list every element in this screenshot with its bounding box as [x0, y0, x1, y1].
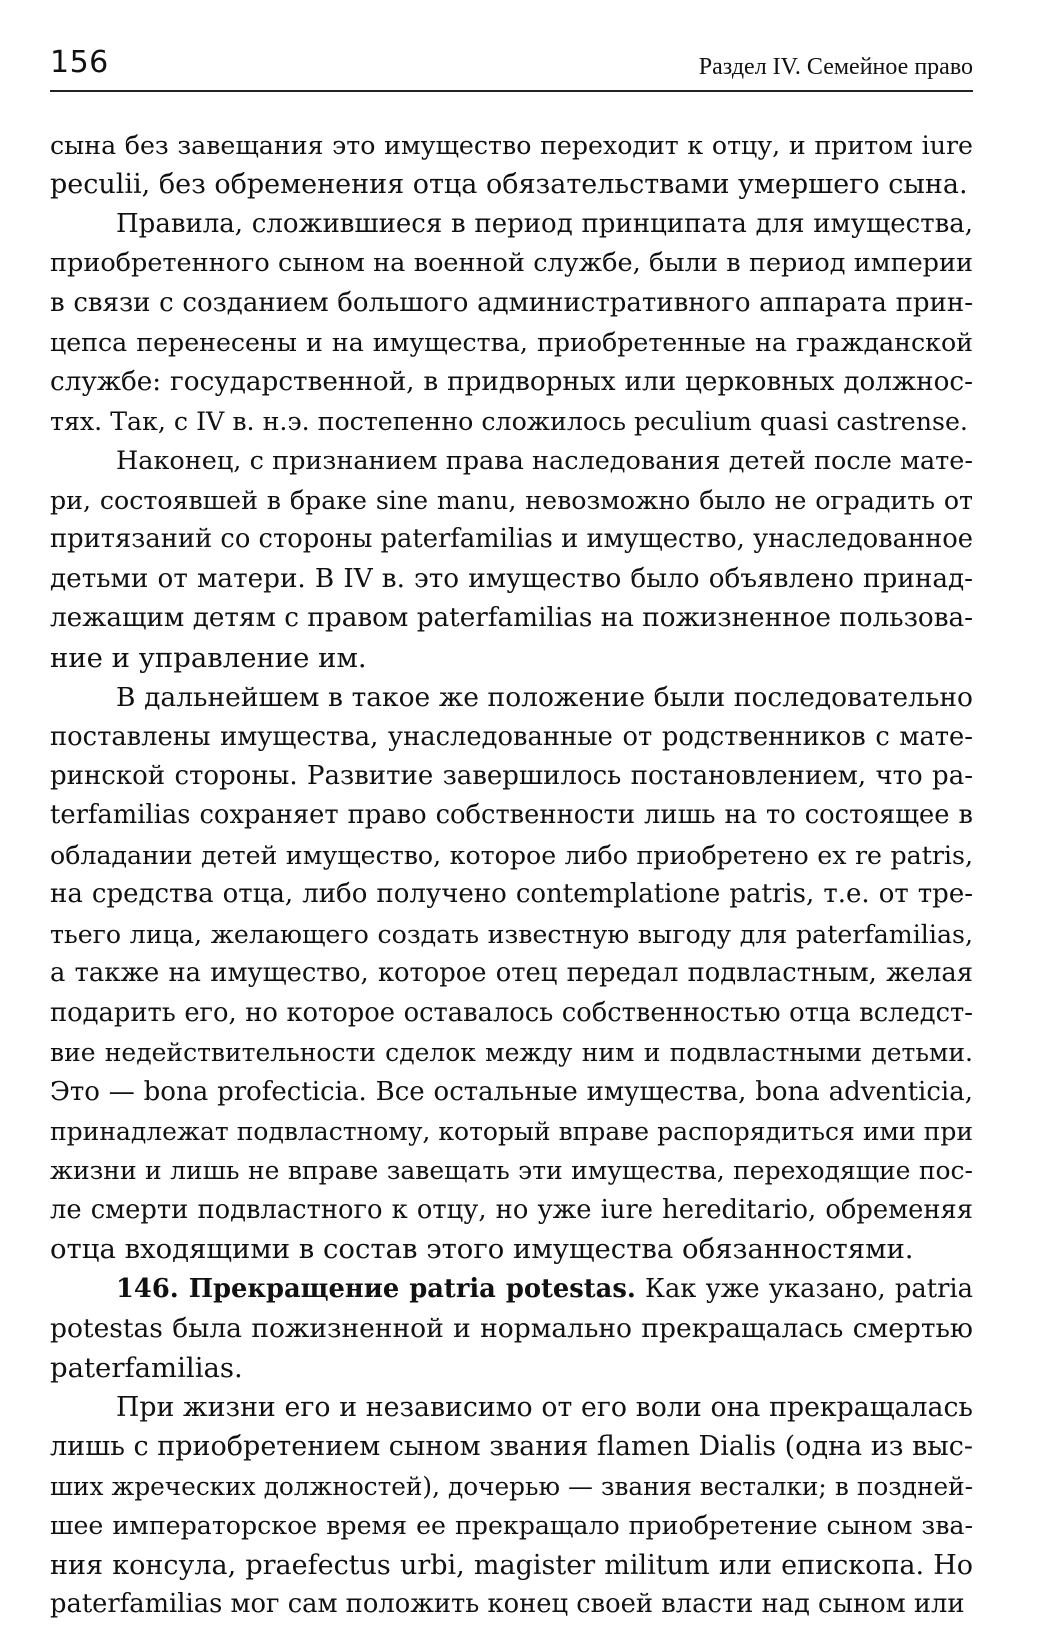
line-text: обладании детей имущество, которое либо приобретено ex re patris,: [50, 840, 973, 870]
text-line: [50, 165, 973, 204]
page-header: [50, 40, 973, 92]
text-line: [50, 1270, 973, 1309]
line-text: в связи с созданием большого административного аппарата прин-: [50, 287, 973, 318]
text-line: [50, 1112, 973, 1151]
text-line: [50, 718, 973, 757]
line-text: лишь с приобретением сыном звания flamen Dialis (одна из выс-: [50, 1431, 973, 1463]
line-text: Наконец, с признанием права наследования детей после мате-: [116, 445, 973, 476]
text-line: [50, 796, 973, 835]
line-text: paterfamilias.: [50, 1351, 243, 1384]
text-line: [50, 1191, 973, 1230]
line-text: на средства отца, либо получено contemplatione patris, т.е. от тре-: [50, 879, 973, 910]
text-line: [50, 836, 973, 875]
text-line: [50, 875, 973, 914]
text-line: [50, 599, 973, 638]
text-line: [50, 1585, 973, 1624]
section-heading: 146. Прекращение patria potestas.: [116, 1273, 636, 1304]
line-text: ние и управление им.: [50, 641, 367, 674]
page-number: 156: [50, 45, 109, 80]
text-line: [50, 757, 973, 796]
line-text: ринской стороны. Развитие завершилось постановлением, что pa-: [50, 761, 973, 791]
line-text: тьего лица, желающего создать известную выгоду для paterfamilias,: [50, 919, 973, 949]
text-line: [50, 1388, 973, 1427]
text-line: [50, 1151, 973, 1190]
line-text: ри, состоявшей в браке sine manu, невозможно было не оградить от: [50, 485, 973, 515]
running-head: Раздел IV. Семейное право: [698, 54, 973, 80]
line-text: жизни и лишь не вправе завещать эти имущества, переходящие пос-: [50, 1156, 973, 1186]
text-line: [50, 1506, 973, 1545]
text-line: [50, 205, 973, 244]
text-line: [50, 1467, 973, 1506]
text-line: [50, 363, 973, 402]
text-line: [50, 126, 973, 165]
text-line: [50, 1230, 973, 1269]
line-text: принадлежат подвластному, который вправе распорядиться ими при: [50, 1116, 973, 1146]
line-text: цепса перенесены и на имущества, приобретенные на гражданской: [50, 328, 973, 358]
text-line: [50, 639, 973, 678]
text-line: [50, 994, 973, 1033]
line-text: службе: государственной, в придворных или церковных должнос-: [50, 366, 973, 397]
line-text: лежащим детям с правом paterfamilias на пожизненное пользова-: [50, 603, 973, 634]
line-text: При жизни его и независимо от его воли она прекращалась: [116, 1392, 973, 1423]
text-line: [50, 1073, 973, 1112]
line-text: приобретенного сыном на военной службе, были в период империи: [50, 248, 973, 279]
text-line: [50, 1546, 973, 1585]
line-text: В дальнейшем в такое же положение были последовательно: [116, 682, 973, 714]
text-line: [50, 284, 973, 323]
line-text: отца входящими в состав этого имущества обязанностями.: [50, 1233, 914, 1266]
text-line: [50, 481, 973, 520]
line-text: шее императорское время ее прекращало приобретение сыном зва-: [50, 1511, 973, 1541]
text-line: [50, 520, 973, 559]
line-text: сына без завещания это имущество переходит к отцу, и притом iure: [50, 131, 973, 160]
text-line: [50, 1349, 973, 1388]
line-text: ших жреческих должностей), дочерью — звания весталки; в поздней-: [50, 1471, 973, 1501]
body-text: [50, 126, 973, 1625]
text-line: [50, 560, 973, 599]
text-line: [50, 1033, 973, 1072]
line-text: а также на имущество, которое отец передал подвластным, желая: [50, 958, 973, 989]
text-line: [50, 915, 973, 954]
line-text: притязаний со стороны paterfamilias и имущество, унаследованное: [50, 524, 973, 555]
line-text: ле смерти подвластного к отцу, но уже iure hereditario, обременяя: [50, 1194, 973, 1225]
line-text: подарить его, но которое оставалось собственностью отца вследст-: [50, 997, 973, 1028]
text-line: [50, 1427, 973, 1466]
text-line: [50, 954, 973, 993]
line-text: Как уже указано, patria: [635, 1273, 973, 1304]
text-line: [50, 678, 973, 717]
line-text: potestas была пожизненной и нормально прекращалась смертью: [50, 1313, 973, 1345]
text-line: [50, 323, 973, 362]
line-text: поставлены имущества, унаследованные от родственников с мате-: [50, 721, 973, 752]
line-text: Правила, сложившиеся в период принципата для имущества,: [116, 208, 973, 239]
text-line: [50, 1309, 973, 1348]
text-line: [50, 244, 973, 283]
line-text: peculii, без обременения отца обязательствами умершего сына.: [50, 169, 968, 201]
text-line: [50, 402, 973, 441]
line-text: детьми от матери. В IV в. это имущество было объявлено принад-: [50, 563, 973, 594]
line-text: вие недействительности сделок между ним и подвластными детьми.: [50, 1038, 973, 1068]
line-text: terfamilias сохраняет право собственности лишь на то состоящее в: [50, 800, 973, 831]
line-text: Это — bona profecticia. Все остальные имущества, bona adventicia,: [50, 1076, 973, 1107]
line-text: ния консула, praefectus urbi, magister militum или епископа. Но: [50, 1549, 973, 1581]
line-text: тях. Так, с IV в. н.э. постепенно сложилось peculium quasi castrense.: [50, 407, 968, 437]
line-text: paterfamilias мог сам положить конец своей власти над сыном или: [50, 1589, 965, 1620]
text-line: [50, 442, 973, 481]
